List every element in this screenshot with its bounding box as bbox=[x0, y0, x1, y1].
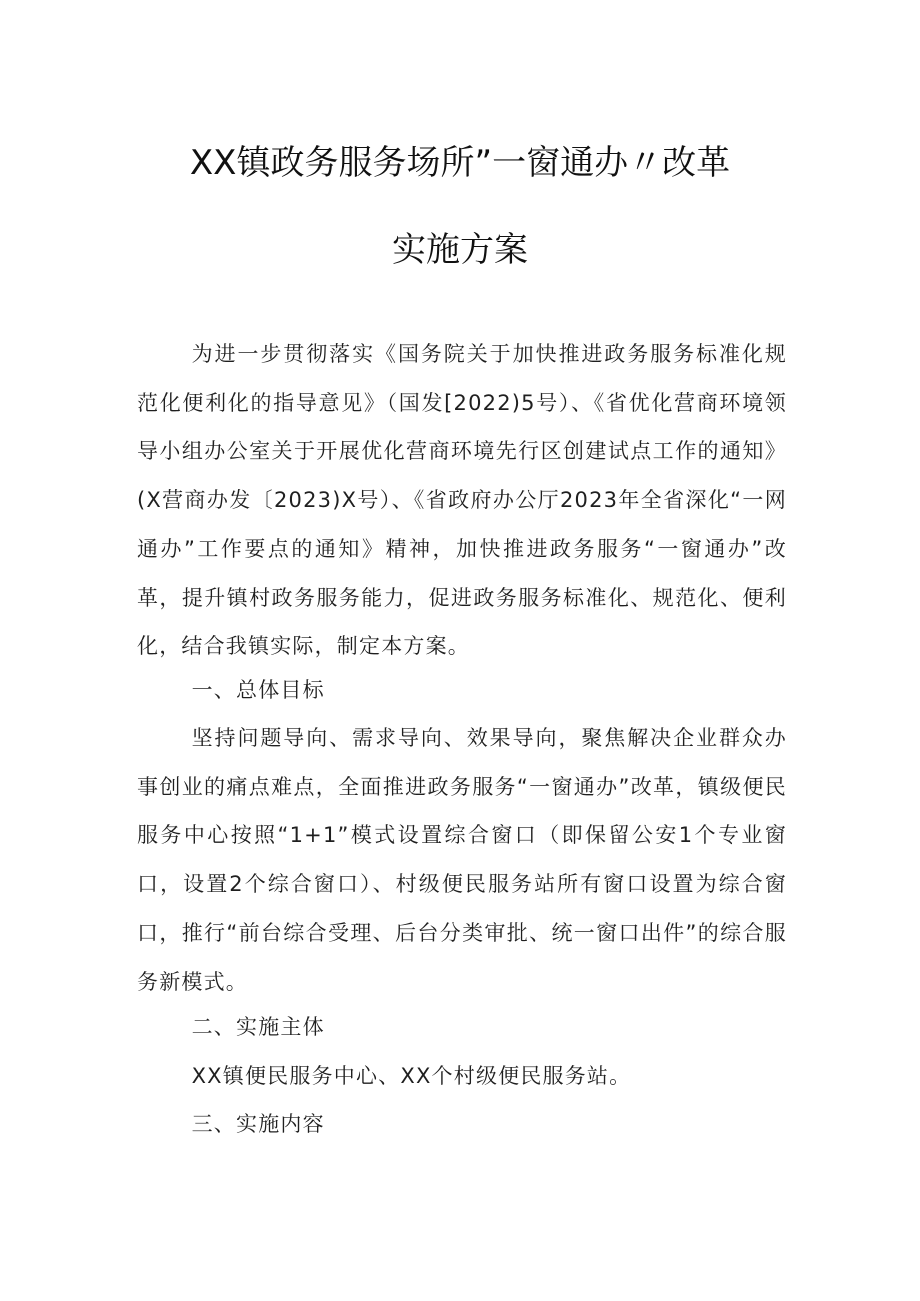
implementing-body-paragraph: XX镇便民服务中心、XX个村级便民服务站。 bbox=[191, 1064, 632, 1088]
overall-goals-paragraph: 坚持问题导向、需求导向、效果导向，聚焦解决企业群众办事创业的痛点难点，全面推进政务服务“一窗通办”改革，镇级便民服务中心按照“1+1”模式设置综合窗口（即保留公安1个专业窗口，设置2个综合窗口）、村级便民服务站所有窗口设置为综合窗口，推行“前台综合受理、后台分类审批、统一窗口出件”的综合服务新模式。 bbox=[137, 726, 787, 994]
intro-paragraph: 为进一步贯彻落实《国务院关于加快推进政务服务标准化规范化便利化的指导意见》（国发[2022)5号）、《省优化营商环境领导小组办公室关于开展优化营商环境先行区创建试点工作的通知》(X营商办发〔2023)X号）、《省政府办公厅2023年全省深化“一网通办”工作要点的通知》精神，加快推进政务服务“一窗通办”改革，提升镇村政务服务能力，促进政务服务标准化、规范化、便利化，结合我镇实际，制定本方案。 bbox=[137, 342, 787, 659]
document-title-line-1: XX镇政务服务场所”一窗通办〃改革 bbox=[189, 143, 731, 183]
section-heading-implementation-content: 三、实施内容 bbox=[191, 1112, 325, 1136]
section-heading-implementing-body: 二、实施主体 bbox=[191, 1015, 325, 1039]
section-heading-overall-goals: 一、总体目标 bbox=[191, 678, 325, 702]
document-title-line-2: 实施方案 bbox=[392, 230, 528, 270]
